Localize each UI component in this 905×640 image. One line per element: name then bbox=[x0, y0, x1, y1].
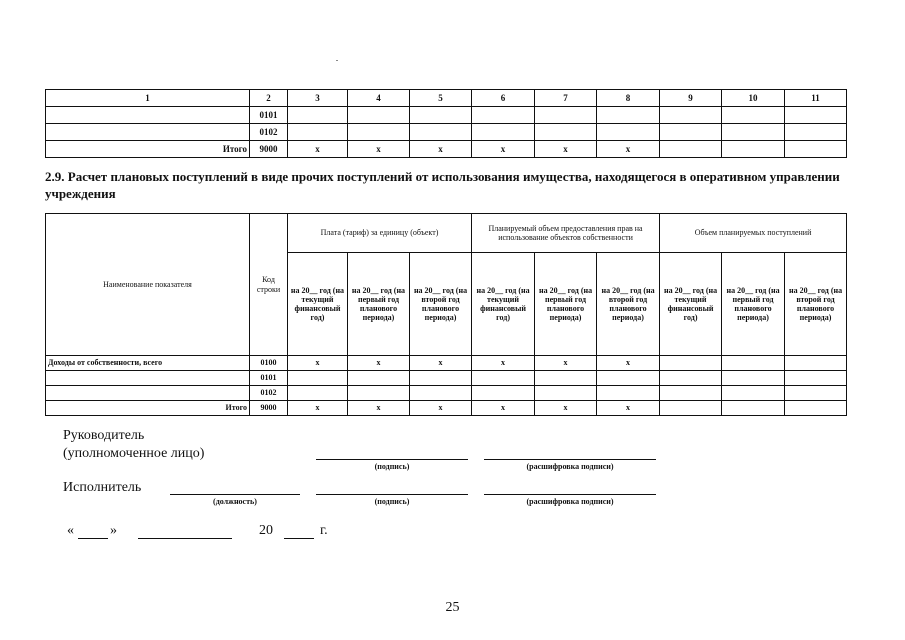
col-num: 10 bbox=[722, 90, 785, 107]
table-row-total bbox=[46, 141, 847, 158]
col-num: 9 bbox=[660, 90, 722, 107]
cell bbox=[660, 401, 722, 416]
header-group: Планируемый объем предоставления прав на использование объектов собственности bbox=[472, 214, 660, 253]
cell: x bbox=[410, 356, 472, 371]
cell bbox=[722, 401, 785, 416]
cell bbox=[597, 371, 660, 386]
cell bbox=[660, 107, 722, 124]
subheader: на 20__ год (на второй год планового периода) bbox=[410, 253, 472, 356]
col-num: 8 bbox=[597, 90, 660, 107]
cell bbox=[597, 124, 660, 141]
cell bbox=[288, 107, 348, 124]
cell bbox=[785, 356, 847, 371]
head-label: Руководитель bbox=[63, 428, 145, 443]
cell bbox=[660, 386, 722, 401]
cell: x bbox=[410, 141, 472, 158]
cell bbox=[660, 371, 722, 386]
cell bbox=[722, 371, 785, 386]
cell bbox=[597, 107, 660, 124]
table-row bbox=[46, 386, 847, 401]
continuation-table bbox=[45, 89, 847, 158]
cell bbox=[288, 124, 348, 141]
caption-decoding: (расшифровка подписи) bbox=[526, 497, 614, 506]
executor-signature-line[interactable] bbox=[316, 494, 468, 495]
subheader: на 20__ год (на первый год планового периода) bbox=[535, 253, 597, 356]
cell bbox=[535, 386, 597, 401]
row-code: 0102 bbox=[250, 124, 288, 141]
date-year-line[interactable] bbox=[284, 538, 314, 539]
cell: x bbox=[597, 141, 660, 158]
cell bbox=[722, 124, 785, 141]
cell bbox=[288, 371, 348, 386]
cell bbox=[472, 124, 535, 141]
cell bbox=[785, 141, 847, 158]
page-number: 25 bbox=[445, 600, 460, 615]
table-row bbox=[46, 124, 847, 141]
section-title: 2.9. Расчет плановых поступлений в виде прочих поступлений от использования имущества, находящегося в оперативном управлении учреждения bbox=[45, 169, 840, 201]
executor-decoding-line[interactable] bbox=[484, 494, 656, 495]
cell: x bbox=[472, 401, 535, 416]
caption-decoding: (расшифровка подписи) bbox=[526, 462, 614, 471]
cell: x bbox=[288, 356, 348, 371]
cell bbox=[410, 386, 472, 401]
cell: x bbox=[288, 401, 348, 416]
cell bbox=[535, 124, 597, 141]
row-code: 0101 bbox=[250, 371, 288, 386]
cell bbox=[785, 401, 847, 416]
head-signature-line[interactable] bbox=[316, 459, 468, 460]
row-label bbox=[46, 107, 250, 124]
row-code: 9000 bbox=[250, 401, 288, 416]
cell bbox=[535, 371, 597, 386]
header-group: Плата (тариф) за единицу (объект) bbox=[288, 214, 472, 253]
caption-position: (должность) bbox=[213, 497, 257, 506]
cell bbox=[348, 124, 410, 141]
planned-income-table bbox=[45, 213, 847, 416]
cell bbox=[722, 356, 785, 371]
row-code: 0100 bbox=[250, 356, 288, 371]
table-row bbox=[46, 107, 847, 124]
col-num: 2 bbox=[250, 90, 288, 107]
col-num: 3 bbox=[288, 90, 348, 107]
cell: x bbox=[348, 356, 410, 371]
cell bbox=[660, 141, 722, 158]
cell bbox=[597, 386, 660, 401]
cell bbox=[785, 386, 847, 401]
col-num: 6 bbox=[472, 90, 535, 107]
cell: x bbox=[410, 401, 472, 416]
row-label bbox=[46, 371, 250, 386]
table-row-total bbox=[46, 401, 847, 416]
date-month-line[interactable] bbox=[138, 538, 232, 539]
cell bbox=[660, 124, 722, 141]
cell bbox=[410, 107, 472, 124]
cell: x bbox=[472, 141, 535, 158]
table-row bbox=[46, 356, 847, 371]
cell bbox=[785, 107, 847, 124]
date-day-line[interactable] bbox=[78, 538, 108, 539]
cell bbox=[722, 107, 785, 124]
subheader: на 20__ год (на текущий финансовый год) bbox=[472, 253, 535, 356]
cell bbox=[348, 371, 410, 386]
cell bbox=[348, 107, 410, 124]
col-num: 4 bbox=[348, 90, 410, 107]
cell bbox=[535, 107, 597, 124]
cell: x bbox=[535, 141, 597, 158]
cell bbox=[288, 386, 348, 401]
caption-signature: (подпись) bbox=[374, 462, 410, 471]
cell: x bbox=[348, 141, 410, 158]
subheader: на 20__ год (на текущий финансовый год) bbox=[660, 253, 722, 356]
cell bbox=[785, 371, 847, 386]
col-num: 5 bbox=[410, 90, 472, 107]
subheader: на 20__ год (на первый год планового периода) bbox=[722, 253, 785, 356]
subheader: на 20__ год (на второй год планового периода) bbox=[785, 253, 847, 356]
scan-speck bbox=[336, 60, 338, 61]
header-indicator-name: Наименование показателя bbox=[46, 214, 250, 356]
col-num: 11 bbox=[785, 90, 847, 107]
cell: x bbox=[535, 356, 597, 371]
date-year-prefix: 20 bbox=[259, 523, 273, 538]
col-num: 1 bbox=[46, 90, 250, 107]
row-code: 0102 bbox=[250, 386, 288, 401]
subheader: на 20__ год (на первый год планового периода) bbox=[348, 253, 410, 356]
cell bbox=[410, 371, 472, 386]
header-group: Объем планируемых поступлений bbox=[660, 214, 847, 253]
cell: x bbox=[472, 356, 535, 371]
cell: x bbox=[348, 401, 410, 416]
cell: x bbox=[535, 401, 597, 416]
table-row bbox=[46, 371, 847, 386]
cell bbox=[348, 386, 410, 401]
row-label: Доходы от собственности, всего bbox=[46, 356, 250, 371]
header-row-code: Код строки bbox=[250, 214, 288, 356]
group-header-row bbox=[46, 214, 847, 253]
head-decoding-line[interactable] bbox=[484, 459, 656, 460]
cell bbox=[722, 386, 785, 401]
cell bbox=[785, 124, 847, 141]
row-label: Итого bbox=[46, 401, 250, 416]
header-numbers-row bbox=[46, 90, 847, 107]
subheader: на 20__ год (на текущий финансовый год) bbox=[288, 253, 348, 356]
subheader: на 20__ год (на второй год планового периода) bbox=[597, 253, 660, 356]
cell: x bbox=[597, 356, 660, 371]
cell: x bbox=[288, 141, 348, 158]
cell bbox=[472, 386, 535, 401]
date-quote-close: » bbox=[110, 523, 117, 538]
head-label-subtitle: (уполномоченное лицо) bbox=[63, 446, 205, 461]
col-num: 7 bbox=[535, 90, 597, 107]
date-quote-open: « bbox=[67, 523, 74, 538]
executor-position-line[interactable] bbox=[170, 494, 300, 495]
date-year-suffix: г. bbox=[320, 523, 328, 538]
row-label bbox=[46, 124, 250, 141]
row-code: 9000 bbox=[250, 141, 288, 158]
cell bbox=[472, 371, 535, 386]
cell bbox=[472, 107, 535, 124]
cell bbox=[722, 141, 785, 158]
row-label: Итого bbox=[46, 141, 250, 158]
row-code: 0101 bbox=[250, 107, 288, 124]
cell bbox=[660, 356, 722, 371]
caption-signature: (подпись) bbox=[374, 497, 410, 506]
executor-label: Исполнитель bbox=[63, 480, 142, 495]
cell bbox=[410, 124, 472, 141]
cell: x bbox=[597, 401, 660, 416]
row-label bbox=[46, 386, 250, 401]
